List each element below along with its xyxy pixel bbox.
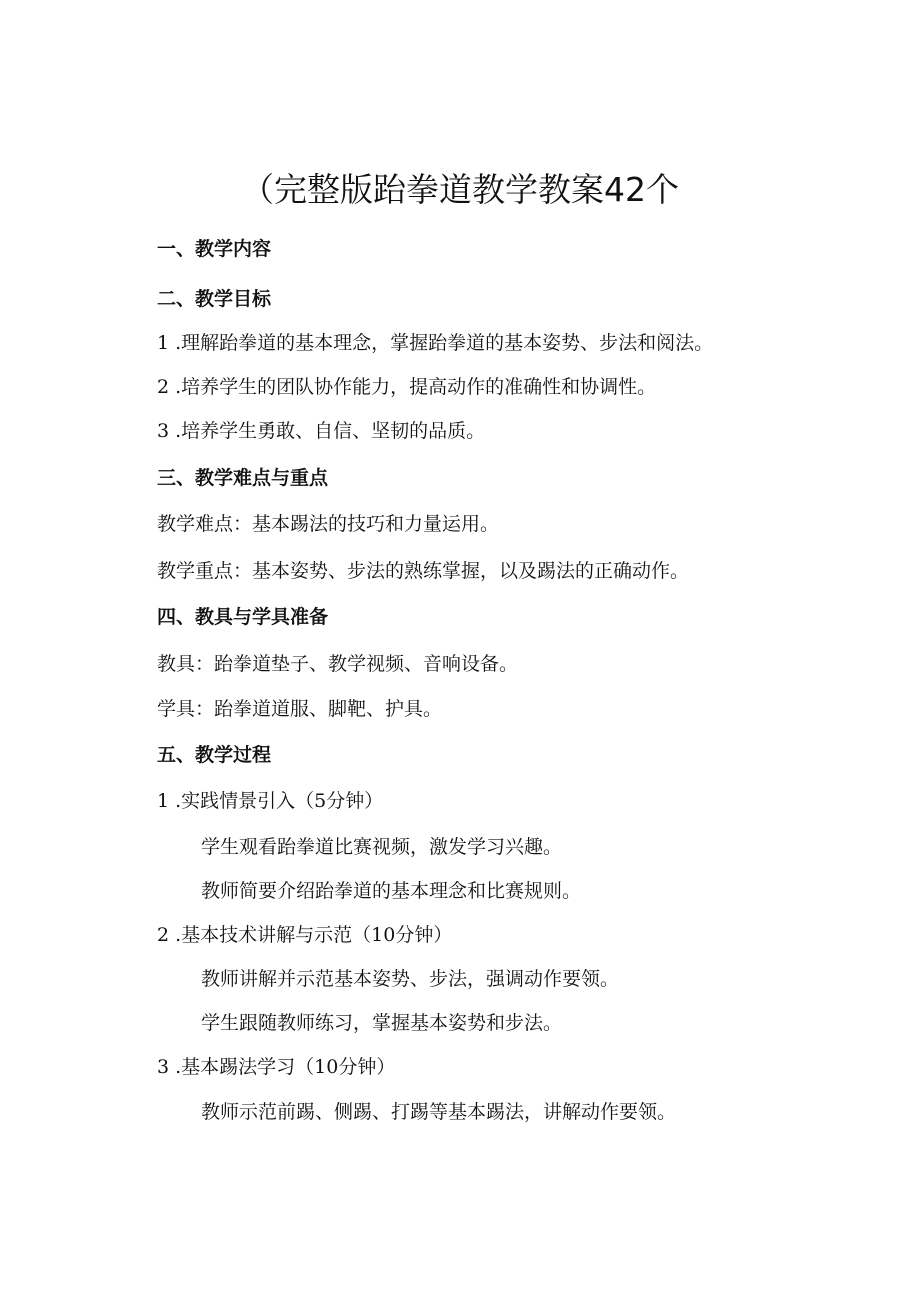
section-heading-difficulties-key-points: 三、教学难点与重点: [157, 467, 329, 489]
learning-aids-line: 学具：跆拳道道服、脚靶、护具。: [157, 698, 443, 720]
process-step-detail: 学生跟随教师练习，掌握基本姿势和步法。: [201, 1012, 563, 1034]
process-step-label: 3 .基本踢法学习（10分钟）: [157, 1056, 396, 1078]
teaching-aids-line: 教具：跆拳道垫子、教学视频、音响设备。: [157, 653, 519, 675]
process-step-detail: 教师讲解并示范基本姿势、步法，强调动作要领。: [201, 968, 620, 990]
section-heading-teaching-aids: 四、教具与学具准备: [157, 606, 329, 628]
objective-item: 1 .理解跆拳道的基本理念，掌握跆拳道的基本姿势、步法和阅法。: [157, 332, 714, 354]
section-heading-teaching-process: 五、教学过程: [157, 744, 272, 766]
process-step-detail: 教师示范前踢、侧踢、打踢等基本踢法，讲解动作要领。: [201, 1101, 677, 1123]
process-step-detail: 教师简要介绍跆拳道的基本理念和比赛规则。: [201, 880, 582, 902]
objective-item: 3 .培养学生勇敢、自信、坚韧的品质。: [157, 420, 486, 442]
section-heading-teaching-content: 一、教学内容: [157, 238, 272, 260]
document-title: （完整版跆拳道教学教案42个: [241, 170, 679, 209]
process-step-label: 1 .实践情景引入（5分钟）: [157, 790, 384, 812]
process-step-detail: 学生观看跆拳道比赛视频，激发学习兴趣。: [201, 836, 563, 858]
section-heading-teaching-objectives: 二、教学目标: [157, 288, 272, 310]
difficulty-line: 教学难点：基本踢法的技巧和力量运用。: [157, 513, 500, 535]
key-point-line: 教学重点：基本姿势、步法的熟练掌握，以及踢法的正确动作。: [157, 560, 690, 582]
objective-item: 2 .培养学生的团队协作能力，提高动作的准确性和协调性。: [157, 376, 657, 398]
process-step-label: 2 .基本技术讲解与示范（10分钟）: [157, 924, 453, 946]
